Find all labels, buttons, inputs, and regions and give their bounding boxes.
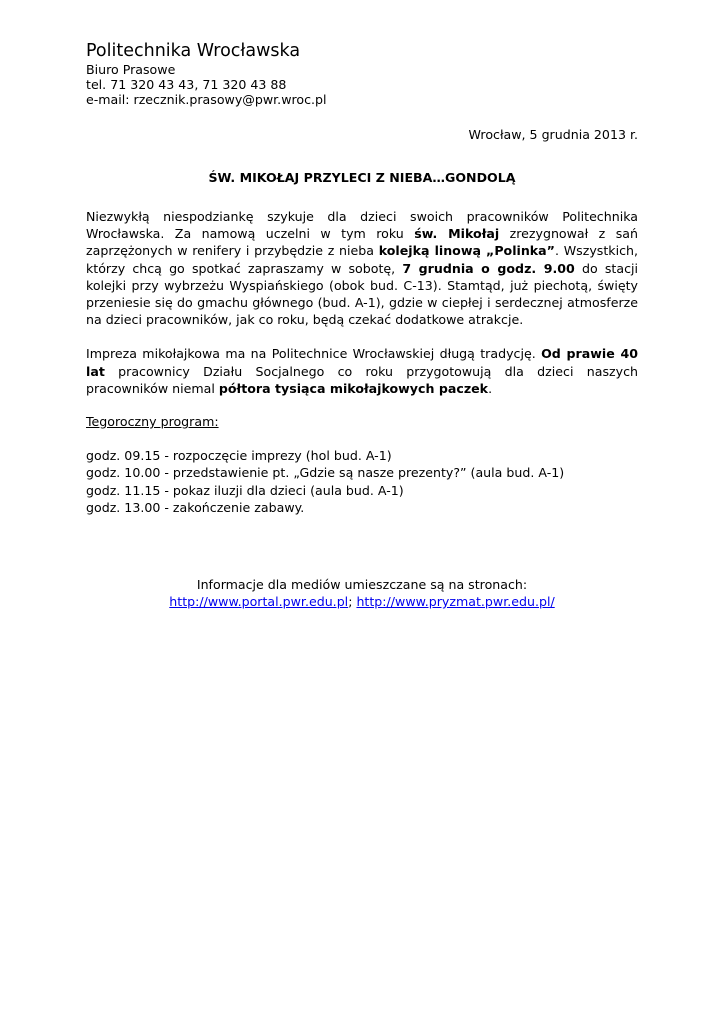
portal-link[interactable]: http://www.portal.pwr.edu.pl: [169, 594, 349, 610]
paragraph-text: do stacji kolejki przy wybrzeżu Wyspiańskiego (obok bud. C-13). Stamtąd, już piechotą, święty przeniesie się do gmachu głównego (bud. A-1), gdzie w ciepłej i serdecznej atmosferze na dzieci pracowników, jak co roku, będą czekać dodatkowe atrakcje.: [86, 260, 638, 328]
program-list: [86, 447, 638, 516]
letterhead: [86, 40, 638, 107]
program-item: godz. 13.00 - zakończenie zabawy.: [86, 499, 305, 515]
media-info-text: Informacje dla mediów umieszczane są na stronach:: [196, 577, 528, 593]
email-line: e-mail: rzecznik.prasowy@pwr.wroc.pl: [86, 92, 327, 107]
press-release-title: ŚW. MIKOŁAJ PRZYLECI Z NIEBA…GONDOLĄ: [208, 170, 516, 185]
paragraph-tradition: [86, 345, 638, 397]
organization-name: Politechnika Wrocławska: [86, 41, 301, 61]
document-page: [86, 40, 638, 610]
program-item: godz. 10.00 - przedstawienie pt. „Gdzie są nasze prezenty?” (aula bud. A-1): [86, 465, 565, 481]
bold-text: kolejką linową „Polinka”: [378, 243, 555, 259]
media-info-footer: [86, 576, 638, 610]
date-line: Wrocław, 5 grudnia 2013 r.: [468, 127, 638, 142]
program-item: godz. 09.15 - rozpoczęcie imprezy (hol bud. A-1): [86, 448, 392, 464]
paragraph-text: zrezygnował z sań zaprzężonych w renifery i przybędzie z nieba: [86, 226, 638, 259]
paragraph-text: Niezwykłą niespodziankę szykuje dla dzieci swoich pracowników Politechnika Wrocławska. Za namową uczelni w tym roku: [86, 209, 638, 242]
media-links: [86, 593, 638, 610]
bold-text: półtora tysiąca mikołajkowych paczek: [218, 380, 489, 396]
bold-text: św. Mikołaj: [414, 226, 500, 242]
phone-line: tel. 71 320 43 43, 71 320 43 88: [86, 77, 287, 92]
paragraph-intro: [86, 208, 638, 328]
program-item: godz. 11.15 - pokaz iluzji dla dzieci (aula bud. A-1): [86, 482, 404, 498]
link-separator: ;: [348, 594, 357, 610]
pryzmat-link[interactable]: http://www.pryzmat.pwr.edu.pl/: [356, 594, 555, 610]
paragraph-text: .: [488, 380, 493, 396]
paragraph-text: . Wszystkich, którzy chcą go spotkać zapraszamy w sobotę,: [86, 243, 638, 276]
paragraph-text: Impreza mikołajkowa ma na Politechnice Wrocławskiej długą tradycję.: [86, 346, 542, 362]
program-heading: Tegoroczny program:: [86, 414, 219, 430]
bold-text: Od prawie 40 lat: [86, 346, 638, 379]
office-name: Biuro Prasowe: [86, 62, 176, 77]
paragraph-text: pracownicy Działu Socjalnego co roku przygotowują dla dzieci naszych pracowników niemal: [86, 363, 638, 396]
bold-text: 7 grudnia o godz. 9.00: [402, 260, 575, 276]
